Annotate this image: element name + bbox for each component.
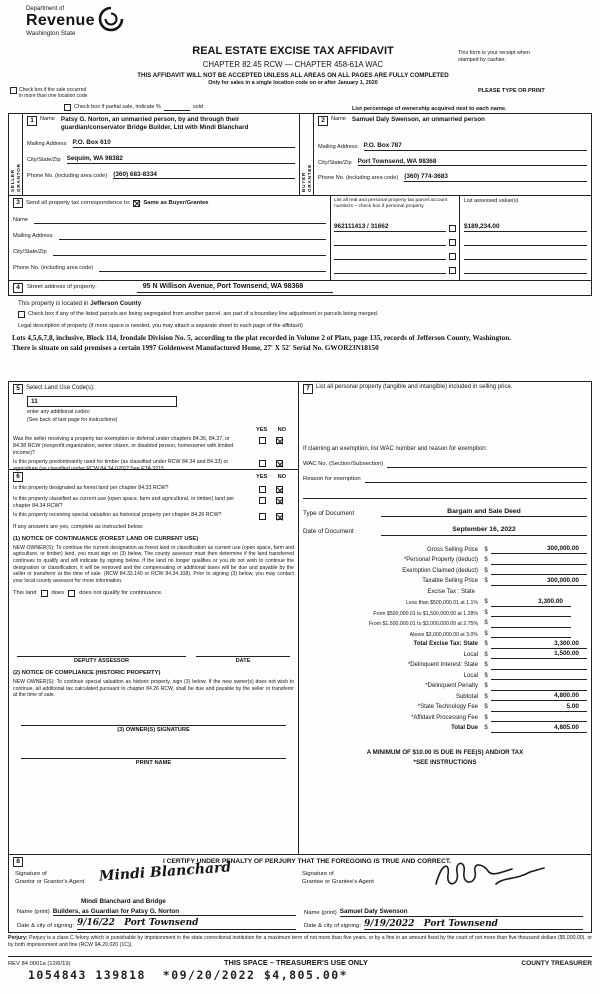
segregated-check-row bbox=[18, 311, 578, 318]
sec6-q3-yes-checkbox[interactable] bbox=[259, 513, 266, 520]
single-location-note: Only for sales in a single location code on or after January 1, 2020 bbox=[208, 79, 378, 86]
see-instructions-note: *SEE INSTRUCTIONS bbox=[413, 758, 477, 766]
gross-selling-price-value[interactable]: 300,000.00 bbox=[491, 545, 587, 554]
partial-sale-checkbox[interactable] bbox=[64, 104, 71, 111]
sec6-q3-no-checkbox[interactable] bbox=[276, 513, 283, 520]
exemption-claimed-label: Exemption Claimed (deduct) bbox=[402, 567, 478, 574]
grantee-signature-area[interactable] bbox=[300, 870, 587, 896]
section3-number: 3 bbox=[13, 198, 23, 208]
revenue-swirl-icon bbox=[98, 6, 124, 32]
parcel-number-field-4[interactable] bbox=[334, 266, 446, 274]
deputy-assessor-row bbox=[13, 647, 294, 665]
notice-compliance-body: NEW OWNER(S): To continue special valuation as historic property, sign (3) below. If the new owner(s) does not wish to continue, all additional tax calculated pursuant to chapter 84.26 RCW, shall be due and payable by the seller or transferor at the time of sale. bbox=[13, 678, 294, 699]
legal-description-line-2: There is situate on said premises a certain 1997 Goldenwest Manufactured Home, 27' X 52' Serial No. GWOR23N18150 bbox=[12, 343, 379, 352]
gross-selling-price-label: Gross Selling Price bbox=[426, 546, 478, 553]
located-prefix: This property is located in bbox=[18, 300, 89, 307]
seller-mailing-label: Mailing Address bbox=[27, 141, 67, 148]
buyer-csz-field[interactable]: Port Townsend, WA 98368 bbox=[358, 158, 587, 167]
type-or-print-note: PLEASE TYPE OR PRINT bbox=[478, 88, 545, 94]
logo-state-text: Washington State bbox=[26, 29, 76, 37]
perjury-notice bbox=[8, 935, 592, 949]
buyer-mailing-field[interactable]: P.O. Box 787 bbox=[364, 142, 588, 151]
buyer-csz-label: City/State/Zip bbox=[318, 159, 352, 166]
seller-mailing-field[interactable]: P.O. Box 610 bbox=[73, 139, 296, 148]
perjury-label: Perjury: bbox=[8, 935, 28, 941]
segregated-checkbox[interactable] bbox=[18, 311, 25, 318]
excise-tax-section: 7 List all personal property (tangible and intangible) included in selling price. If claiming an exemption, list WAC number and reason for exemption: WAC No. (Section/Subsection) Reason for exemption Type of Document Bargain and Sale Deed Date of Document September 16, 2022 Gross Selling Price $ 300,000.00 *Personal Property (deduct) $ Exemption Claimed (deduct) $ Taxable Selling Price $ 300,000.00 Excise Tax : State Less than $500,000.01 at 1.1% $ 3,300.00 From $500,000.01 to $1,500,000.00 at 1.28% $ From $1,500,000.01 to $3,000,000.00 at 2.75% $ Above $3,000,000.00 at 3.0% $ Total Excise Tax: State $ 3,300.00 Local $ 1,500.00 *Delinquent Interest: State $ Local $ *Delinquent Penalty $ Subtotal $ 4,800.00 *State Technology Fee $ 5.00 *Affidavit Processing Fee $ Total Due $ 4,805.00 A MINIMUM OF $10.00 IS DUE IN FEE(S) AND/OR TAX *SEE INSTRUCTIONS bbox=[299, 381, 592, 855]
receipt-note: This form is your receipt when stamped by cashier. bbox=[458, 50, 530, 64]
assessed-value-field-1[interactable]: $189,234.00 bbox=[464, 223, 587, 232]
tier1-label: Less than $500,000.01 at 1.1% bbox=[406, 600, 478, 607]
street-address-field[interactable]: 95 N Willison Avenue, Port Townsend, WA 98368 bbox=[137, 283, 333, 293]
grantee-print-name-field[interactable]: Samuel Daly Swenson bbox=[340, 908, 583, 917]
sec5-q2-no-checkbox[interactable] bbox=[276, 460, 283, 467]
seller-phone-field[interactable]: (360) 683-8334 bbox=[113, 171, 295, 180]
deputy-assessor-signature-line[interactable] bbox=[17, 647, 186, 657]
seller-csz-label: City/State/Zip bbox=[27, 157, 61, 164]
seller-name-label: Name bbox=[40, 116, 55, 122]
land-use-label: Select Land Use Code(s): bbox=[26, 385, 95, 392]
seller-name-value[interactable]: Patsy G. Norton, an unmarried person, by and through their guardian/conservator Bridge Builder, Ltd with Mindi Blanchard bbox=[60, 116, 249, 132]
exemption-reason-label: Reason for exemption bbox=[303, 476, 361, 483]
grantor-date-field[interactable]: 9/16/22 Port Townsend bbox=[77, 918, 296, 930]
exemption-reason-field[interactable] bbox=[365, 475, 587, 483]
seller-phone-label: Phone No. (including area code) bbox=[27, 172, 108, 179]
correspondence-phone-label: Phone No. (including area code) bbox=[13, 265, 94, 272]
parties-section bbox=[8, 113, 592, 196]
subtotal-value[interactable]: 4,800.00 bbox=[491, 692, 587, 701]
sec5-q1-yes-checkbox[interactable] bbox=[259, 437, 266, 444]
tier4-value[interactable] bbox=[491, 630, 571, 638]
multi-location-checkbox[interactable] bbox=[10, 87, 17, 94]
deputy-assessor-label: DEPUTY ASSESSOR bbox=[74, 658, 130, 665]
excise-tax-state-header: Excise Tax : State bbox=[427, 588, 475, 595]
grantor-print-name-line1: Mindi Blanchard and Bridge bbox=[81, 898, 166, 905]
document-date-field[interactable]: September 16, 2022 bbox=[381, 526, 587, 535]
minimum-due-note: A MINIMUM OF $10.00 IS DUE IN FEE(S) AND/OR TAX bbox=[366, 748, 524, 756]
grantor-signature-area[interactable] bbox=[13, 859, 300, 896]
legal-description-line-1: Lots 4,5,6,7,8, inclusive, Block 114, Irondale Division No. 5, according to the plat recorded in Volume 2 of Plats, page 135, records of Jefferson County, Washington. bbox=[12, 334, 512, 342]
sec6-yes-no-header: YES NO bbox=[256, 473, 286, 480]
local-tax-label: Local bbox=[463, 651, 478, 658]
grantee-signature-label: Signature of Grantee or Grantee's Agent bbox=[302, 871, 374, 885]
correspondence-csz-label: City/State/Zip bbox=[13, 249, 47, 256]
sec5-question-1: Was the seller receiving a property tax exemption or deferral under chapters 84.36, 84.37, or 84.38 RCW (nonprofit organization, senior citizen, or disabled person, homeowner with limited income)? bbox=[13, 436, 234, 456]
parcel-numbers-header: List all real and personal property tax parcel account numbers – check box if personal property bbox=[334, 198, 448, 210]
assessed-value-field-3[interactable] bbox=[464, 252, 587, 260]
delinquent-penalty-value[interactable] bbox=[491, 683, 587, 691]
buyer-name-label: Name bbox=[331, 116, 346, 122]
partial-sale-percent-field[interactable] bbox=[164, 103, 190, 111]
tier3-label: From $1,500,000.01 to $3,000,000.00 at 2.75% bbox=[368, 621, 478, 628]
total-due-value[interactable]: 4,805.00 bbox=[491, 724, 587, 733]
deputy-assessor-date-line[interactable] bbox=[196, 647, 290, 657]
wac-number-field[interactable] bbox=[387, 460, 587, 468]
correspondence-mailing-label: Mailing Address bbox=[13, 233, 53, 240]
sec6-question-3: Is this property receiving special valuation as historical property per chapter 84.26 RCW? bbox=[13, 512, 222, 519]
same-as-buyer-label: Same as Buyer/Grantee bbox=[143, 199, 209, 206]
multi-location-label: Check box if the sale occurred in more than one location code bbox=[19, 87, 88, 100]
section5-number: 5 bbox=[13, 384, 23, 394]
buyer-phone-field[interactable]: (360) 774-3683 bbox=[404, 173, 587, 182]
certify-statement: I CERTIFY UNDER PENALTY OF PERJURY THAT THE FOREGOING IS TRUE AND CORRECT. bbox=[163, 858, 451, 866]
tier1-value[interactable]: 3,300.00 bbox=[491, 598, 571, 607]
total-due-label: Total Due bbox=[451, 725, 478, 732]
parcel-number-field-2[interactable] bbox=[334, 238, 446, 246]
total-excise-state-label: Total Excise Tax: State bbox=[413, 641, 478, 648]
buyer-name-value[interactable]: Samuel Daly Swenson, an unmarried person bbox=[351, 116, 485, 123]
grantee-date-field[interactable]: 9/19/2022 Port Townsend bbox=[364, 919, 583, 931]
land-use-column bbox=[8, 381, 299, 855]
document-type-label: Type of Document bbox=[303, 509, 355, 517]
partial-sale-check-row bbox=[64, 103, 203, 111]
document-date-label: Date of Document bbox=[303, 527, 354, 535]
tax-correspondence-section bbox=[8, 196, 592, 281]
delinquent-interest-local-value[interactable] bbox=[491, 672, 587, 680]
section8-number: 8 bbox=[13, 857, 23, 867]
personal-property-label: List all personal property (tangible and intangible) included in selling price. bbox=[316, 384, 513, 390]
tier2-value[interactable] bbox=[491, 609, 571, 617]
street-address-section bbox=[8, 281, 592, 296]
send-correspondence-label: Send all property tax correspondence to: bbox=[26, 199, 131, 206]
personal-property-blank-area[interactable] bbox=[303, 394, 587, 446]
owners-signature-label: (3) OWNER(S) SIGNATURE bbox=[117, 726, 190, 733]
section1-number: 1 bbox=[27, 116, 37, 126]
form-warning: THIS AFFIDAVIT WILL NOT BE ACCEPTED UNLESS ALL AREAS ON ALL PAGES ARE FULLY COMPLETED bbox=[137, 71, 449, 79]
correspondence-csz-field[interactable] bbox=[53, 248, 326, 256]
assessed-value-field-2[interactable] bbox=[464, 238, 587, 246]
ownership-percentage-note: List percentage of ownership acquired next to each name. bbox=[352, 106, 507, 112]
correspondence-name-label: Name bbox=[13, 217, 28, 224]
taxable-selling-price-label: Taxable Selling Price bbox=[422, 578, 478, 585]
partial-sale-label: Check box if partial sale, indicate % bbox=[74, 104, 161, 111]
notice-continuance-title: (1) NOTICE OF CONTINUANCE (FOREST LAND OR CURRENT USE) bbox=[13, 535, 199, 542]
dor-logo bbox=[26, 6, 124, 38]
parcel-number-field-3[interactable] bbox=[334, 252, 446, 260]
assessed-values-header: List assessed value(s) bbox=[464, 198, 519, 204]
buyer-side-label: BUYER GRANTEE bbox=[300, 114, 314, 195]
grantor-signature[interactable]: Mindi Blanchard bbox=[98, 859, 232, 885]
sec6-q2-yes-checkbox[interactable] bbox=[259, 497, 266, 504]
sec6-q1-no-checkbox[interactable] bbox=[276, 486, 283, 493]
grantor-print-block bbox=[13, 898, 300, 930]
land-use-code-section bbox=[9, 382, 298, 470]
buyer-mailing-label: Mailing Address bbox=[318, 143, 358, 150]
grantor-print-name-field[interactable]: Builders, as Guardian for Patsy G. Norton bbox=[53, 908, 296, 917]
correspondence-mailing-field[interactable] bbox=[59, 232, 327, 240]
grantor-date-label: Date & city of signing: bbox=[17, 923, 74, 930]
taxable-selling-price-value[interactable]: 300,000.00 bbox=[491, 577, 587, 586]
land-does-not-checkbox[interactable] bbox=[68, 590, 75, 597]
document-type-field[interactable]: Bargain and Sale Deed bbox=[381, 508, 587, 517]
form-header bbox=[128, 45, 458, 86]
any-yes-note: If any answers are yes, complete as instructed below. bbox=[13, 524, 144, 531]
logo-dept-text: Department of bbox=[26, 6, 65, 12]
sec5-q1-no-checkbox[interactable] bbox=[276, 437, 283, 444]
tier2-label: From $500,000.01 to $1,500,000.00 at 1.28% bbox=[373, 610, 478, 617]
seller-csz-field[interactable]: Sequim, WA 98382 bbox=[67, 155, 295, 164]
deputy-assessor-date-label: DATE bbox=[235, 658, 251, 665]
owners-print-name-line[interactable] bbox=[21, 744, 286, 759]
personal-property-deduct-label: *Personal Property (deduct) bbox=[403, 557, 478, 564]
land-use-code-field[interactable]: 11 bbox=[27, 396, 177, 407]
delinquent-interest-state-label: *Delinquent Interest: State bbox=[407, 662, 478, 669]
section2-number: 2 bbox=[318, 116, 328, 126]
legal-description-label: Legal description of property (if more space is needed, you may attach a separate sheet to each page of the affidavit) bbox=[18, 323, 303, 329]
state-technology-fee-label: *State Technology Fee bbox=[417, 704, 478, 711]
sec5-yes-no-header: YES NO bbox=[256, 426, 286, 433]
grantee-signature[interactable] bbox=[430, 858, 550, 892]
located-county-value[interactable]: Jefferson County bbox=[90, 300, 142, 307]
cashier-receipt-stamp: 1054843 139818 *09/20/2022 $4,805.00* bbox=[28, 968, 349, 982]
buyer-grantee-box bbox=[300, 114, 591, 195]
notice-compliance-title: (2) NOTICE OF COMPLIANCE (HISTORIC PROPERTY) bbox=[13, 670, 161, 677]
segregated-label: Check box if any of the listed parcels are being segregated from another parcel, are part of a boundary line adjustment or parcels being merged. bbox=[28, 311, 379, 317]
wac-number-label: WAC No. (Section/Subsection) bbox=[303, 461, 384, 468]
sec6-question-1: Is this property designated as forest land per chapter 84.33 RCW? bbox=[13, 485, 169, 491]
local-tax-value[interactable]: 1,500.00 bbox=[491, 650, 587, 659]
parcel-personal-checkbox-4[interactable] bbox=[449, 267, 456, 274]
street-address-label: Street address of property: bbox=[27, 284, 97, 291]
logo-revenue-text: Revenue bbox=[26, 12, 95, 30]
subtotal-label: Subtotal bbox=[455, 693, 478, 700]
total-excise-state-value[interactable]: 3,300.00 bbox=[491, 640, 587, 649]
page-title: REAL ESTATE EXCISE TAX AFFIDAVIT bbox=[192, 45, 394, 57]
grantor-signature-label: Signature of Grantor or Grantor's Agent bbox=[15, 871, 85, 885]
grantor-name-print-label: Name (print) bbox=[17, 909, 50, 916]
form-revision-number: REV 84 0001a (12/6/19) bbox=[8, 960, 71, 967]
grantee-print-block bbox=[300, 898, 587, 930]
land-qualify-row bbox=[13, 590, 294, 597]
sec6-q1-yes-checkbox[interactable] bbox=[259, 486, 266, 493]
owners-signature-line[interactable] bbox=[21, 711, 286, 726]
state-technology-fee-value[interactable]: 5.00 bbox=[491, 703, 587, 712]
personal-property-deduct-value[interactable] bbox=[491, 557, 587, 565]
certification-section bbox=[8, 855, 592, 933]
print-name-label: PRINT NAME bbox=[135, 759, 172, 766]
section6-number: 6 bbox=[13, 472, 23, 482]
tier4-label: Above $3,000,000.00 at 3.0% bbox=[409, 631, 478, 638]
legal-description-text[interactable] bbox=[12, 334, 586, 353]
section4-number: 4 bbox=[13, 283, 23, 293]
sec5-q2-yes-checkbox[interactable] bbox=[259, 460, 266, 467]
section7-number: 7 bbox=[303, 384, 313, 394]
affidavit-processing-fee-value[interactable] bbox=[491, 714, 587, 722]
buyer-phone-label: Phone No. (including area code) bbox=[318, 175, 399, 182]
parcel-personal-checkbox-1[interactable] bbox=[449, 225, 456, 232]
land-qualify-prefix: This land bbox=[13, 590, 37, 597]
exemption-claim-label: If claiming an exemption, list WAC number and reason for exemption: bbox=[303, 446, 488, 452]
same-as-buyer-checkbox[interactable] bbox=[133, 200, 140, 207]
partial-sale-sold-label: sold bbox=[192, 104, 203, 111]
exemption-reason-field-2[interactable] bbox=[303, 490, 587, 499]
delinquent-interest-state-value[interactable] bbox=[491, 662, 587, 670]
form-footer bbox=[8, 956, 592, 968]
correspondence-phone-field[interactable] bbox=[99, 264, 326, 272]
property-located-line bbox=[18, 300, 141, 307]
grantee-date-label: Date & city of signing: bbox=[304, 923, 361, 930]
sec6-q2-no-checkbox[interactable] bbox=[276, 497, 283, 504]
perjury-body: Perjury is a class C felony which is punishable by imprisonment in the state correctional institution for a maximum term of not more than five years, or by a fine in an amount fixed by the court of not more than five thousand dollars ($5,000.00), or by both imprisonment and fine (RCW 9A.20.020 (1C)). bbox=[8, 935, 592, 948]
affidavit-processing-fee-label: *Affidavit Processing Fee bbox=[411, 714, 478, 721]
exemption-claimed-value[interactable] bbox=[491, 567, 587, 575]
land-does-checkbox[interactable] bbox=[41, 590, 48, 597]
additional-codes-label: enter any additional codes: bbox=[27, 409, 91, 415]
sec6-question-2: Is this property classified as current use (open space, farm and agricultural, or timber) land per chapter 84.34 RCW? bbox=[13, 496, 235, 509]
notice-continuance-body: NEW OWNER(S): To continue the current designation as forest land or classification as current use (open space, farm and agriculture, or timber) land, you must sign on (3) below. The county assessor must then determine if the land transferred continues to qualify and will indicate by signing below. If the land no longer qualifies or you do not wish to continue the designation or classification, it will be removed and the compensating or additional taxes will be due and payable by the seller or transferor at the time of sale. (RCW 84.33.140 or RCW 84.34.108). Prior to signing (3) below, you may contact your local county assessor for more information. bbox=[13, 544, 294, 584]
tier3-value[interactable] bbox=[491, 620, 571, 628]
correspondence-name-field[interactable] bbox=[34, 216, 326, 224]
county-treasurer-label: COUNTY TREASURER bbox=[521, 959, 592, 967]
sec5-question-2: Is this property predominantly used for timber (as classified under RCW 84.34 and 84.33) or agriculture (as classified under RCW 84.34.020)? See ETA 3215 bbox=[13, 459, 229, 472]
parcel-number-field-1[interactable]: 962111413 / 31662 bbox=[334, 223, 446, 232]
grantee-name-print-label: Name (print) bbox=[304, 909, 337, 916]
seller-grantor-box bbox=[9, 114, 300, 195]
land-does-not-label: does not qualify for continuance. bbox=[79, 590, 163, 597]
delinquent-penalty-label: *Delinquent Penalty bbox=[425, 683, 478, 690]
assessed-value-field-4[interactable] bbox=[464, 266, 587, 274]
continuance-section bbox=[9, 470, 298, 854]
treasurer-space-label: THIS SPACE – TREASURER'S USE ONLY bbox=[224, 958, 368, 967]
seller-side-label: SELLER GRANTOR bbox=[9, 114, 23, 195]
form-chapters: CHAPTER 82.45 RCW — CHAPTER 458-61A WAC bbox=[202, 60, 384, 70]
delinquent-interest-local-label: Local bbox=[463, 672, 478, 679]
land-does-label: does bbox=[51, 590, 65, 597]
see-back-note: (See back of last page for instructions) bbox=[27, 417, 118, 424]
parcel-personal-checkbox-2[interactable] bbox=[449, 239, 456, 246]
parcel-personal-checkbox-3[interactable] bbox=[449, 253, 456, 260]
multi-location-check-row bbox=[10, 87, 160, 100]
